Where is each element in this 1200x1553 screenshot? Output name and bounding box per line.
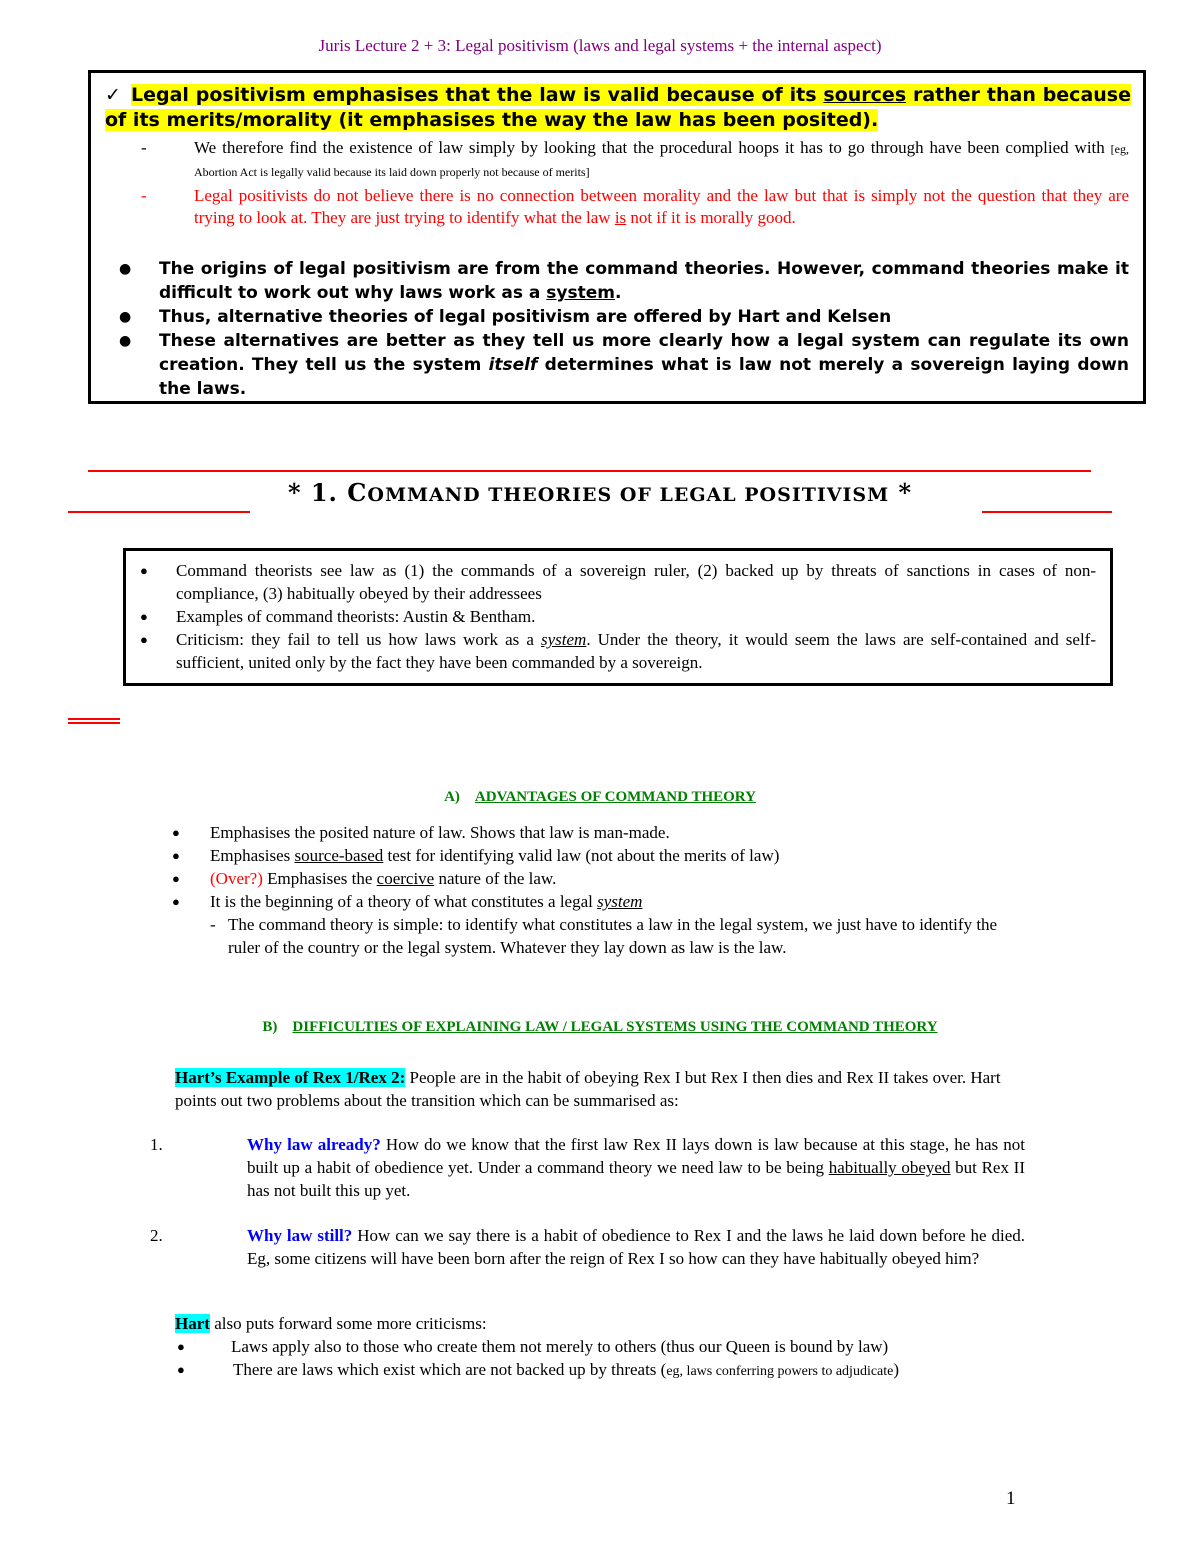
dash-marker: -	[210, 915, 216, 934]
bullet-text: The origins of legal positivism are from the command theories. However, command theories make it difficult to work out why laws work as a	[159, 259, 1129, 303]
list-item-text: Emphasises the posited nature of law. Shows that law is man-made.	[210, 823, 670, 842]
question-text: How can we say there is a habit of obedience to Rex I and the laws he laid down before he died. Eg, some citizens will have been born after the reign of Rex I so how can they have habitually obeyed him?	[247, 1226, 1025, 1268]
list-item-text: There are laws which exist which are not backed up by threats (	[233, 1360, 667, 1379]
lead-underline: sources	[823, 84, 907, 106]
list-item-text: It is the beginning of a theory of what constitutes a legal	[210, 892, 598, 911]
list-item-text-end: test for identifying valid law (not about the merits of law)	[383, 846, 780, 865]
bullet-icon: ●	[172, 825, 180, 840]
question-label: Why law still?	[247, 1226, 353, 1245]
title-number: 1.	[310, 478, 338, 507]
section-b-label: B)	[262, 1019, 278, 1035]
title-text: OMMAND THEORIES OF LEGAL POSITIVISM	[367, 484, 890, 506]
subitem-text-end: not if it is morally good.	[626, 208, 796, 227]
page-number: 1	[1006, 1488, 1016, 1509]
bullet-icon: ●	[119, 261, 132, 277]
bullet-icon: ●	[177, 1362, 185, 1377]
question-text: How do we know that the first law Rex II lays down is law because at this stage, he has not built up a habit of obedience yet. Under a command theory we need law to be being	[247, 1135, 1025, 1177]
header-prefix: Juris Lecture 2 + 3:	[318, 36, 456, 55]
list-item-text: Emphasises	[210, 846, 295, 865]
item-number: 1.	[150, 1135, 163, 1154]
list-item-text-end: )	[893, 1360, 900, 1379]
bullet-icon: ●	[172, 848, 180, 863]
bullet-icon: ●	[172, 871, 180, 886]
bullet-icon: ●	[140, 609, 148, 624]
list-item-text: Criticism: they fail to tell us how laws work as a	[176, 630, 541, 649]
list-item-underline: coercive	[376, 869, 435, 888]
lead-statement	[105, 83, 1131, 133]
list-item-example: eg, laws conferring powers to adjudicate	[666, 1364, 894, 1379]
list-item-text-end: . Under the theory, it would seem the laws are self-contained and self-sufficient, united only by the fact they have been commanded by a sovereign.	[176, 630, 1096, 672]
section-a-heading	[0, 789, 1200, 806]
bullet-icon: ●	[172, 894, 180, 909]
list-item	[175, 1335, 1025, 1358]
list-item	[172, 890, 1032, 913]
divider-line	[68, 511, 250, 513]
list-subitem	[210, 913, 1032, 959]
list-item	[172, 867, 1032, 890]
list-item	[172, 844, 1032, 867]
section-a-label: A)	[444, 789, 460, 805]
dash-marker: -	[141, 138, 147, 157]
list-item-underline: system	[540, 630, 587, 649]
command-theory-box	[123, 548, 1113, 686]
bullet-icon: ●	[119, 309, 132, 325]
bullet-icon: ●	[177, 1339, 185, 1354]
bullet-item	[119, 305, 1129, 329]
list-item	[140, 628, 1096, 674]
list-item	[140, 559, 1096, 605]
list-item-underline: source-based	[294, 846, 384, 865]
section-title	[0, 478, 1200, 507]
bullet-text-end: .	[615, 283, 622, 303]
list-item-text: Laws apply also to those who create them not merely to others (thus our Queen is bound by law)	[231, 1337, 889, 1356]
subitem-example: [eg, Abortion Act is legally valid because its laid down properly not because of merits]	[194, 142, 1129, 179]
subitem-text: Legal positivists do not believe there is no connection between morality and the law but that is simply not the question that they are trying to look at. They are just trying to identify what the law	[194, 186, 1129, 227]
divider-line	[88, 470, 1091, 472]
question-text-end: but Rex II has not built this up yet.	[247, 1158, 1025, 1200]
divider-line	[68, 722, 120, 724]
list-item	[175, 1358, 1025, 1383]
divider-line	[982, 511, 1112, 513]
list-subitem-text: The command theory is simple: to identify what constitutes a law in the legal system, we just have to identify the ruler of the country or the legal system. Whatever they lay down as law is the law.	[228, 915, 998, 957]
hart-text: also puts forward some more criticisms:	[209, 1314, 487, 1333]
hart-example-label: Hart’s Example of Rex 1/Rex 2:	[175, 1068, 406, 1087]
list-item	[172, 821, 1032, 844]
box1-bullets	[119, 257, 1129, 401]
list-item-text: Command theorists see law as (1) the commands of a sovereign ruler, (2) backed up by threats of sanctions in cases of non-compliance, (3) habitually obeyed by their addressees	[176, 561, 1096, 603]
section-b-heading	[0, 1019, 1200, 1036]
item-number: 2.	[150, 1226, 163, 1245]
bullet-text: Thus, alternative theories of legal positivism are offered by Hart and Kelsen	[159, 307, 892, 327]
subitem-underline: is	[614, 208, 627, 227]
numbered-item-1	[150, 1133, 1025, 1202]
list-item-text: Examples of command theorists: Austin & Bentham.	[176, 607, 536, 626]
list-item-text-end: nature of the law.	[434, 869, 557, 888]
hart-example-paragraph	[175, 1066, 1025, 1112]
hart-example-text: People are in the habit of obeying Rex I but Rex I then dies and Rex II takes over. Hart points out two problems about the transition which can be summarised as:	[175, 1068, 1001, 1110]
page-header	[0, 36, 1200, 56]
bullet-italic: itself	[488, 355, 538, 375]
title-star: *	[898, 478, 913, 507]
lead-text-1: Legal positivism emphasises that the law is valid because of its	[131, 84, 824, 106]
summary-box	[88, 70, 1146, 404]
bullet-item	[119, 257, 1129, 305]
list-item-red-note: (Over?)	[210, 869, 263, 888]
list-item-text: Emphasises the	[262, 869, 377, 888]
header-title: Legal positivism (laws and legal systems + the internal aspect)	[455, 36, 882, 55]
command-theory-list	[140, 559, 1096, 674]
dash-marker: -	[141, 186, 147, 205]
title-initial: C	[347, 478, 368, 507]
list-item-underline: system	[597, 892, 643, 911]
subitem-procedural	[141, 137, 1129, 183]
checkmark-icon: ✓	[105, 84, 121, 106]
hart-label: Hart	[175, 1314, 210, 1333]
bullet-icon: ●	[119, 333, 132, 349]
subitem-text: We therefore find the existence of law simply by looking that the procedural hoops it has to go through have been complied with	[194, 138, 1111, 157]
list-item	[140, 605, 1096, 628]
advantages-list	[172, 821, 1032, 959]
lead-text-2: rather than because of its merits/morality (it emphasises the way the law has been posited).	[105, 84, 1131, 131]
divider-line	[68, 718, 120, 720]
numbered-item-2	[150, 1224, 1025, 1270]
lead-highlight	[105, 84, 1131, 131]
bullet-underline: system	[546, 283, 615, 303]
title-star: *	[287, 478, 302, 507]
subitem-morality	[141, 185, 1129, 229]
section-a-title: ADVANTAGES OF COMMAND THEORY	[474, 789, 756, 805]
bullet-item	[119, 329, 1129, 401]
question-underline: habitually obeyed	[828, 1158, 951, 1177]
section-b-title: DIFFICULTIES OF EXPLAINING LAW / LEGAL SYSTEMS USING THE COMMAND THEORY	[292, 1019, 938, 1035]
bullet-icon: ●	[140, 632, 148, 647]
bullet-text: These alternatives are better as they tell us more clearly how a legal system can regulate its own creation. They tell us the system	[159, 331, 1129, 375]
hart-criticisms	[175, 1312, 1025, 1383]
bullet-text-end: determines what is law not merely a sovereign laying down the laws.	[159, 355, 1129, 399]
bullet-icon: ●	[140, 563, 148, 578]
lead-subitems	[141, 137, 1129, 231]
question-label: Why law already?	[247, 1135, 381, 1154]
